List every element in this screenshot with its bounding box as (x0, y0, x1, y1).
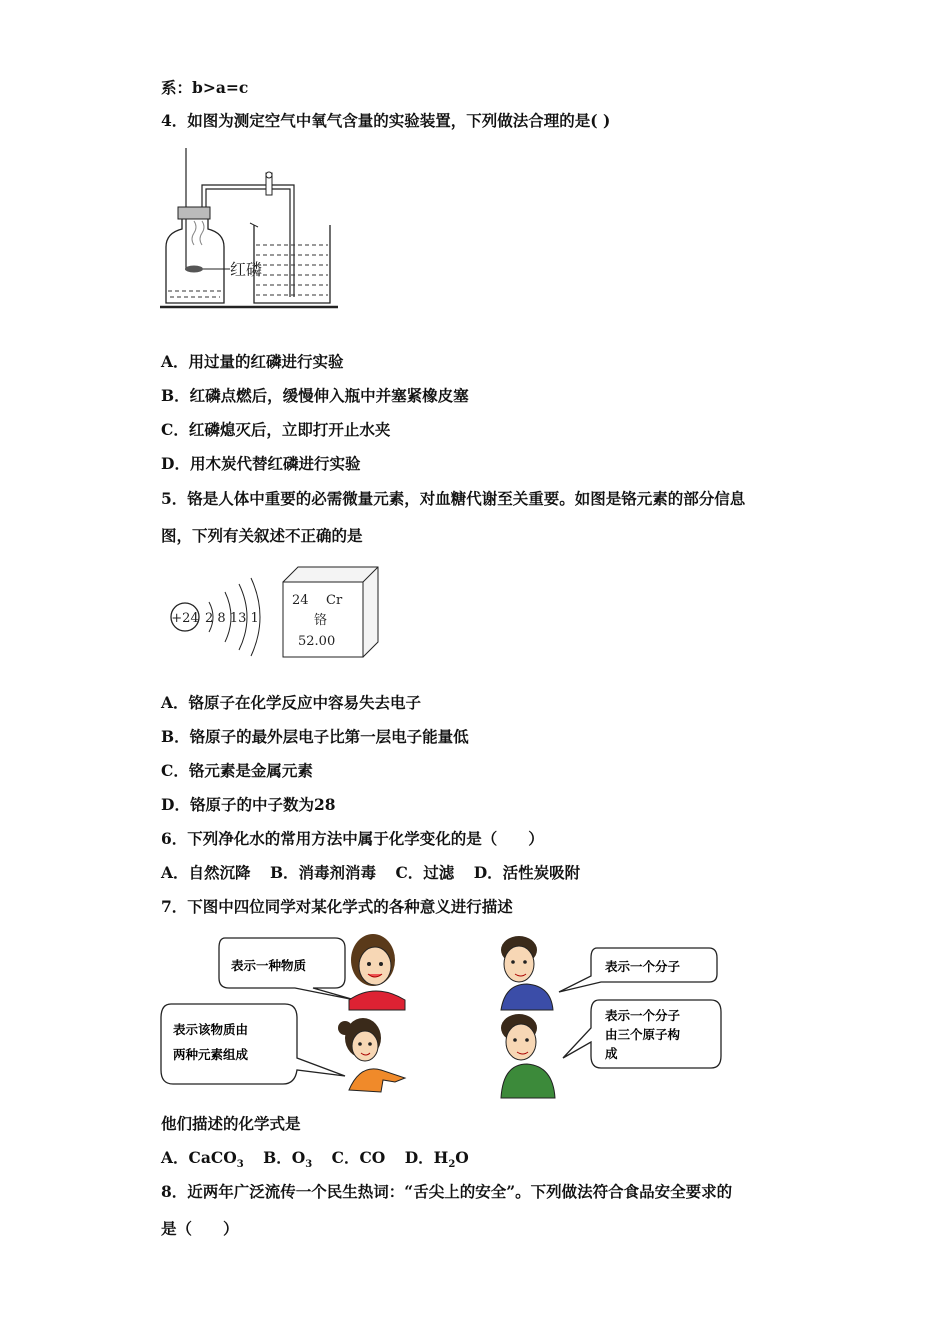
q4-apparatus-figure (158, 145, 348, 315)
q4-option-a: A．用过量的红磷进行实验 (161, 352, 344, 371)
q5-option-b: B．铬原子的最外层电子比第一层电子能量低 (161, 727, 469, 746)
q5-atomic-mass: 52.00 (298, 634, 336, 649)
q4-option-d: D．用木炭代替红磷进行实验 (161, 454, 361, 473)
q6-option-a: A．自然沉降 (161, 863, 251, 882)
q5-option-c: C．铬元素是金属元素 (161, 761, 313, 780)
q7-stem: 7．下图中四位同学对某化学式的各种意义进行描述 (161, 897, 513, 916)
q6-option-d: D．活性炭吸附 (473, 863, 581, 882)
student-boy-bottom-icon (501, 1014, 555, 1098)
q6-stem: 6．下列净化水的常用方法中属于化学变化的是（ ） (161, 829, 544, 848)
q6-option-b: B．消毒剂消毒 (269, 863, 377, 882)
q5-nucleus-charge: +24 (171, 611, 199, 626)
bubble-top-left-text: 表示一种物质 (231, 958, 307, 973)
q7-option-b: B．$O_3$ (263, 1148, 313, 1171)
bubble-top-right-text: 表示一个分子 (605, 959, 681, 974)
q5-electron-shells: 2 8 13 1 (205, 611, 259, 626)
q8-stem-line1: 8．近两年广泛流传一个民生热词：“舌尖上的安全”。下列做法符合食品安全要求的 (161, 1182, 733, 1201)
bubble-bottom-left-line1: 表示该物质由 (173, 1022, 249, 1037)
q4-option-b: B．红磷点燃后，缓慢伸入瓶中并塞紧橡皮塞 (161, 386, 469, 405)
q7-followup: 他们描述的化学式是 (161, 1114, 301, 1133)
q5-element-name: 铬 (314, 613, 328, 628)
q5-atom-structure-diagram (165, 572, 270, 662)
bubble-bottom-left (161, 1004, 345, 1084)
q7-option-c: C．CO (331, 1148, 386, 1167)
q7-option-a: A．CaCO$_3$ (161, 1148, 244, 1171)
q6-option-c: C．过滤 (395, 863, 455, 882)
q7-students-illustration (155, 930, 730, 1102)
bubble-bottom-right-line3: 成 (605, 1046, 618, 1061)
q7-options-row (161, 1148, 483, 1175)
student-girl-top-icon (349, 934, 405, 1010)
q7-option-d: D．$H_2O$ (404, 1148, 469, 1171)
q5-stem-line2: 图，下列有关叙述不正确的是 (161, 526, 363, 545)
q5-element-card (280, 564, 382, 660)
q5-element-symbol: Cr (326, 593, 343, 608)
q4-figure-label: 红磷 (230, 260, 263, 279)
bubble-bottom-right-line2: 由三个原子构 (605, 1027, 681, 1042)
q6-options-row (161, 863, 594, 883)
student-girl-bottom-icon (338, 1018, 405, 1092)
q3-tail-text: 系：b>a=c (161, 78, 249, 97)
bubble-bottom-left-line2: 两种元素组成 (173, 1047, 249, 1062)
student-boy-top-icon (501, 936, 553, 1010)
q5-option-a: A．铬原子在化学反应中容易失去电子 (161, 693, 422, 712)
q4-option-c: C．红磷熄灭后，立即打开止水夹 (161, 420, 391, 439)
q5-option-d: D．铬原子的中子数为28 (161, 795, 336, 814)
q5-stem-line1: 5．铬是人体中重要的必需微量元素，对血糖代谢至关重要。如图是铬元素的部分信息 (161, 489, 746, 508)
q8-stem-line2: 是（ ） (161, 1219, 239, 1238)
q5-atomic-number: 24 (292, 593, 309, 608)
q4-stem: 4．如图为测定空气中氧气含量的实验装置，下列做法合理的是( ) (161, 111, 611, 130)
bubble-bottom-right-line1: 表示一个分子 (605, 1008, 681, 1023)
